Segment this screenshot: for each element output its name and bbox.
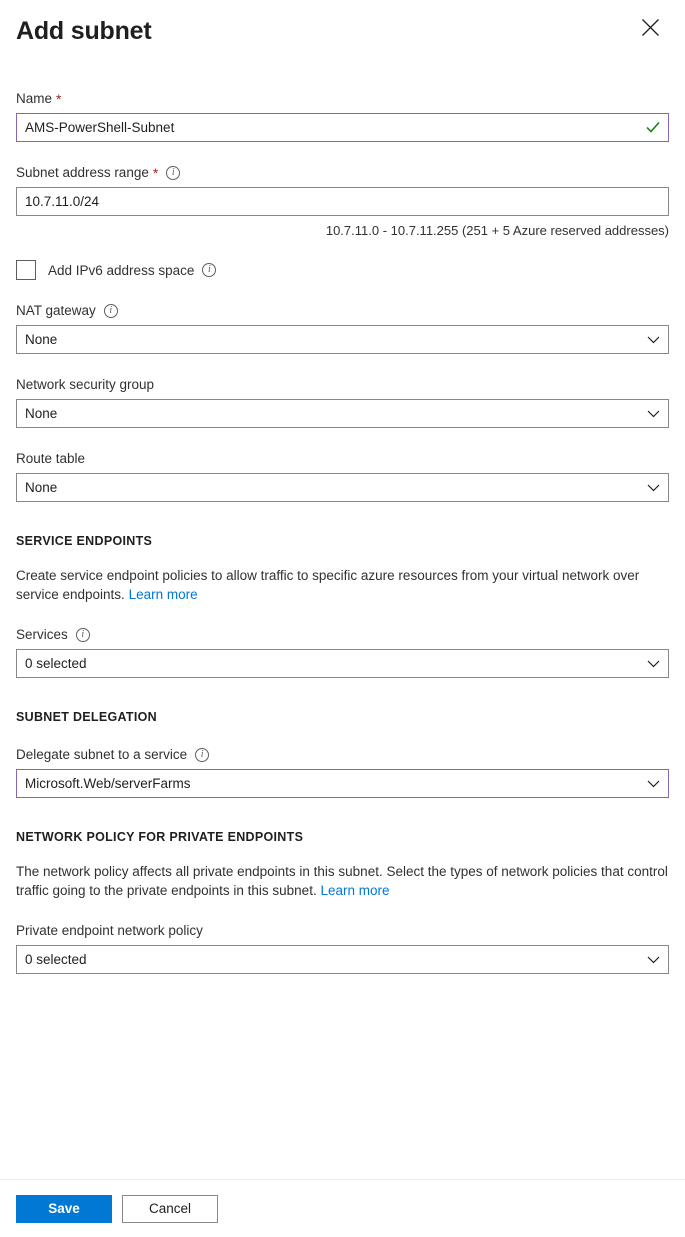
- private-endpoint-policy-select[interactable]: 0 selected: [16, 945, 669, 974]
- name-label: Name: [16, 91, 53, 106]
- name-input[interactable]: [16, 113, 669, 142]
- required-indicator: *: [152, 165, 159, 181]
- services-label-row: [16, 626, 669, 644]
- page-title: Add subnet: [16, 17, 152, 45]
- required-indicator: *: [56, 91, 62, 107]
- field-network-security-group: [16, 376, 669, 428]
- section-service-endpoints-heading: SERVICE ENDPOINTS: [16, 534, 153, 548]
- network-policy-description: [16, 862, 671, 900]
- nat-gateway-select-wrap: [16, 325, 669, 354]
- name-label-row: [16, 90, 669, 108]
- private-endpoint-policy-label: Private endpoint network policy: [16, 923, 203, 938]
- add-ipv6-checkbox[interactable]: [16, 260, 36, 280]
- section-subnet-delegation-heading: SUBNET DELEGATION: [16, 710, 157, 724]
- panel-body: [0, 62, 685, 1179]
- route-table-label: Route table: [16, 451, 86, 466]
- services-label: Services: [16, 627, 68, 642]
- service-endpoints-description: [16, 566, 671, 604]
- nsg-label: Network security group: [16, 377, 155, 392]
- route-table-label-row: [16, 450, 669, 468]
- field-name: [16, 90, 669, 142]
- delegate-select-wrap: [16, 769, 669, 798]
- services-select-wrap: [16, 649, 669, 678]
- field-add-ipv6: [16, 260, 669, 280]
- address-range-label: Subnet address range: [16, 165, 149, 180]
- info-icon[interactable]: i: [202, 263, 216, 277]
- field-nat-gateway: [16, 302, 669, 354]
- info-icon[interactable]: i: [76, 628, 90, 642]
- network-policy-description-text: The network policy affects all private endpoints in this subnet. Select the types of network policies that control traffic going to the private endpoints in this subnet.: [16, 864, 668, 898]
- nat-gateway-label: NAT gateway: [16, 303, 96, 318]
- services-select[interactable]: 0 selected: [16, 649, 669, 678]
- cancel-button[interactable]: Cancel: [122, 1195, 218, 1223]
- field-private-endpoint-network-policy: [16, 922, 669, 974]
- close-icon[interactable]: [637, 14, 663, 40]
- address-range-input[interactable]: [16, 187, 669, 216]
- add-ipv6-label: Add IPv6 address space: [48, 262, 195, 278]
- nsg-select[interactable]: None: [16, 399, 669, 428]
- nat-gateway-select[interactable]: None: [16, 325, 669, 354]
- info-icon[interactable]: i: [195, 748, 209, 762]
- nsg-select-wrap: [16, 399, 669, 428]
- panel-header: [0, 0, 685, 62]
- delegate-label-row: [16, 746, 669, 764]
- name-input-wrap: [16, 113, 669, 142]
- info-icon[interactable]: i: [104, 304, 118, 318]
- section-network-policy-heading: NETWORK POLICY FOR PRIVATE ENDPOINTS: [16, 830, 304, 844]
- address-range-label-row: [16, 164, 669, 182]
- field-delegate-subnet: [16, 746, 669, 798]
- nsg-label-row: [16, 376, 669, 394]
- address-range-input-wrap: [16, 187, 669, 216]
- network-policy-learn-more-link[interactable]: Learn more: [320, 883, 390, 898]
- field-subnet-address-range: [16, 164, 669, 240]
- info-icon[interactable]: i: [166, 166, 180, 180]
- private-endpoint-policy-label-row: [16, 922, 669, 940]
- route-table-select[interactable]: None: [16, 473, 669, 502]
- route-table-select-wrap: [16, 473, 669, 502]
- delegate-select[interactable]: Microsoft.Web/serverFarms: [16, 769, 669, 798]
- private-endpoint-policy-select-wrap: [16, 945, 669, 974]
- delegate-label: Delegate subnet to a service: [16, 747, 188, 762]
- address-range-helper-text: 10.7.11.0 - 10.7.11.255 (251 + 5 Azure reserved addresses): [325, 223, 669, 238]
- field-services: [16, 626, 669, 678]
- save-button[interactable]: Save: [16, 1195, 112, 1223]
- panel-footer: [0, 1179, 685, 1237]
- service-endpoints-description-text: Create service endpoint policies to allow traffic to specific azure resources from your virtual network over service endpoints.: [16, 568, 640, 602]
- nat-gateway-label-row: [16, 302, 669, 320]
- service-endpoints-learn-more-link[interactable]: Learn more: [128, 587, 198, 602]
- close-glyph: [641, 18, 660, 37]
- field-route-table: [16, 450, 669, 502]
